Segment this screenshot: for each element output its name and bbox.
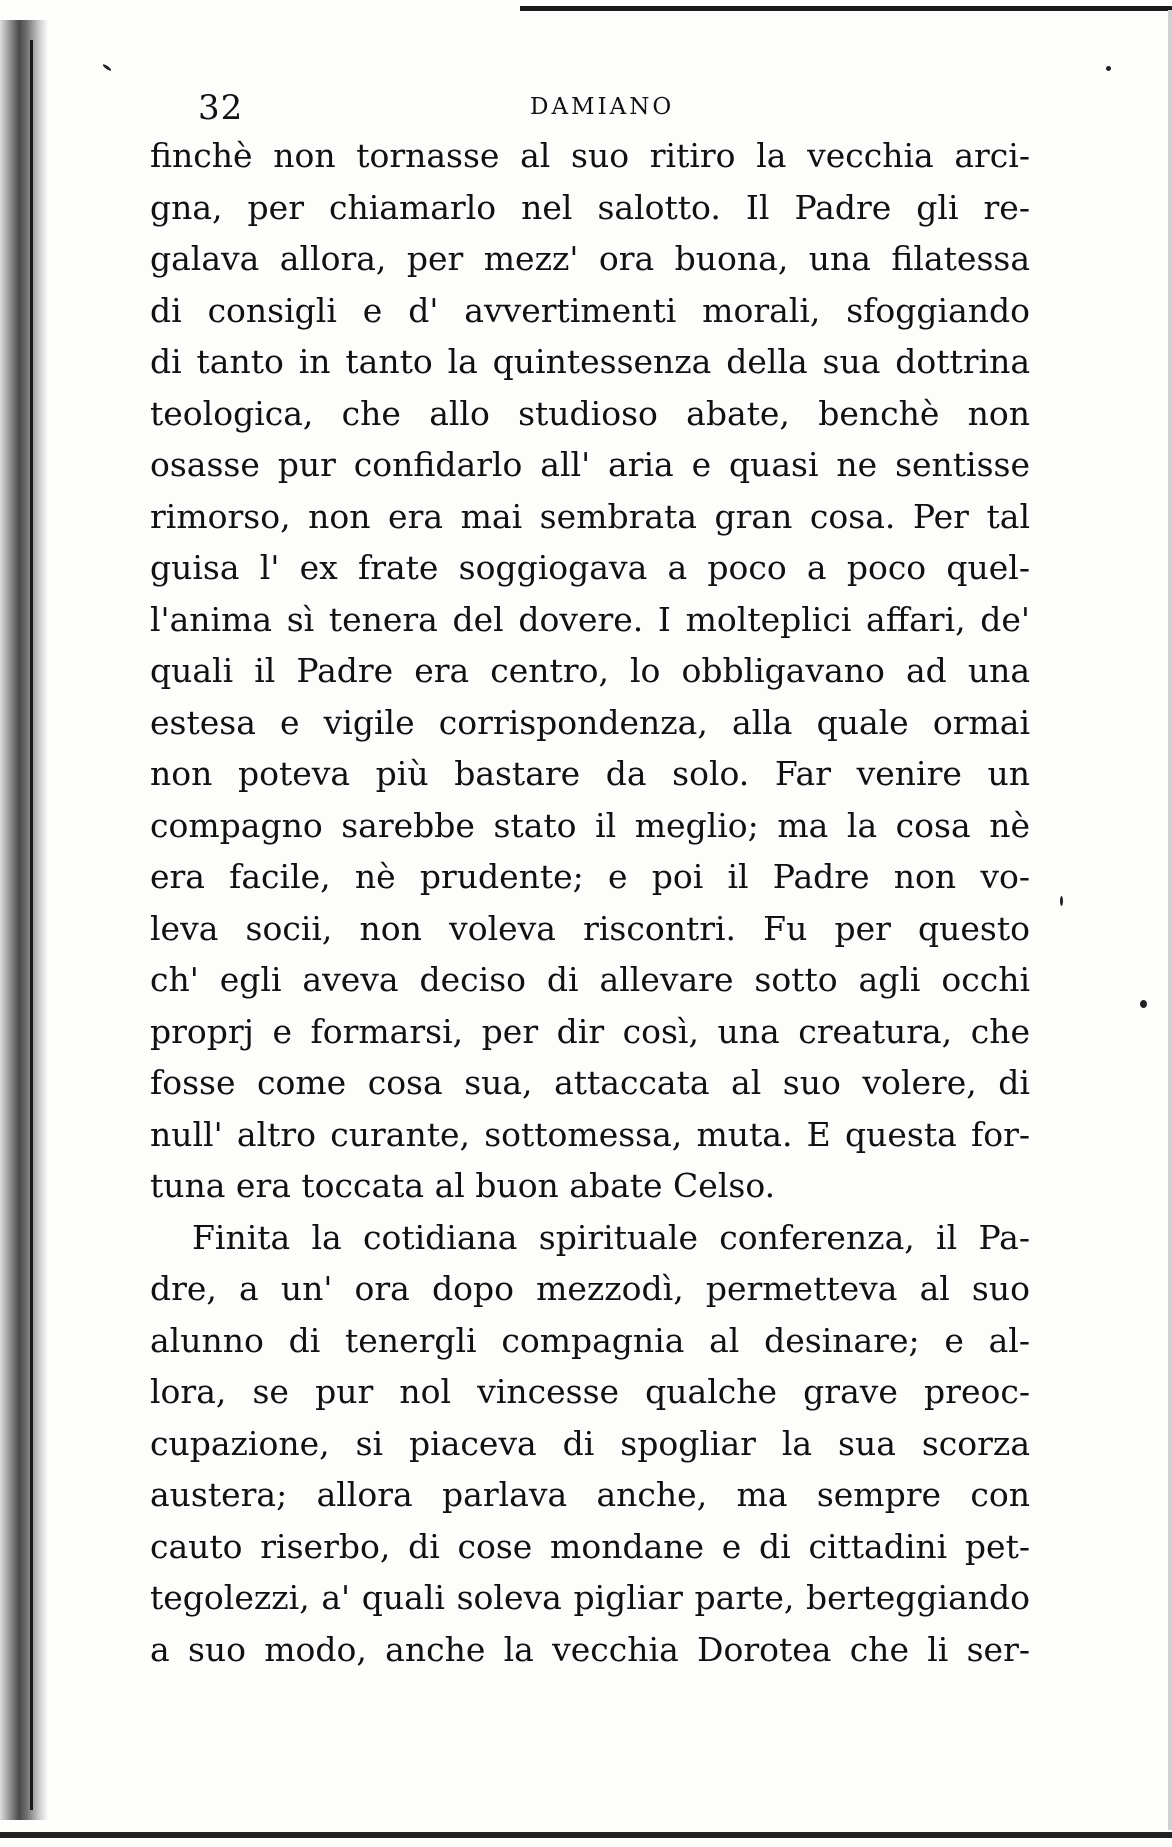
text-line: proprj e formarsi, per dir così, una creatura, che <box>150 1011 1030 1051</box>
bottom-page-edge <box>0 1832 1172 1838</box>
text-line: null' altro curante, sottomessa, muta. E questa for- <box>150 1114 1030 1154</box>
text-line: estesa e vigile corrispondenza, alla quale ormai <box>150 702 1030 742</box>
text-line: cupazione, si piaceva di spogliar la sua scorza <box>150 1423 1030 1463</box>
text-line: austera; allora parlava anche, ma sempre con <box>150 1475 1030 1514</box>
text-line: di tanto in tanto la quintessenza della sua dottrina <box>150 342 1030 381</box>
scan-speck <box>1140 1000 1147 1008</box>
text-line: gna, per chiamarlo nel salotto. Il Padre gli re- <box>150 187 1030 227</box>
right-page-edge <box>1168 10 1172 1830</box>
gutter-edge-line <box>30 40 33 1810</box>
text-line: finchè non tornasse al suo ritiro la vecchia arci- <box>150 136 1030 175</box>
running-head-title: DAMIANO <box>530 94 675 120</box>
body-text <box>150 130 1030 1675</box>
text-line: alunno di tenergli compagnia al desinare; e al- <box>150 1320 1030 1360</box>
text-line: tegolezzi, a' quali soleva pigliar parte, berteggiando <box>150 1578 1030 1617</box>
text-line: fosse come cosa sua, attaccata al suo volere, di <box>150 1063 1030 1102</box>
scan-speck <box>1060 896 1063 906</box>
top-page-edge <box>520 6 1172 11</box>
text-line: leva socii, non voleva riscontri. Fu per questo <box>150 908 1030 948</box>
paragraph-end-line: tuna era toccata al buon abate Celso. <box>150 1166 776 1205</box>
text-line: galava allora, per mezz' ora buona, una filatessa <box>150 239 1030 278</box>
text-line: rimorso, non era mai sembrata gran cosa. Per tal <box>150 496 1030 536</box>
text-line: osasse pur confidarlo all' aria e quasi ne sentisse <box>150 445 1030 484</box>
page-header <box>150 88 1030 128</box>
text-line: non poteva più bastare da solo. Far venire un <box>150 754 1030 793</box>
text-line: l'anima sì tenera del dovere. I molteplici affari, de' <box>150 599 1030 639</box>
text-line: quali il Padre era centro, lo obbligavano ad una <box>150 651 1030 690</box>
scan-speck <box>102 63 112 71</box>
text-line: ch' egli aveva deciso di allevare sotto agli occhi <box>150 960 1030 999</box>
text-line: teologica, che allo studioso abate, benchè non <box>150 393 1030 433</box>
text-line: cauto riserbo, di cose mondane e di cittadini pet- <box>150 1526 1030 1566</box>
text-line: era facile, nè prudente; e poi il Padre non vo- <box>150 857 1030 896</box>
text-line: dre, a un' ora dopo mezzodì, permetteva al suo <box>150 1269 1030 1308</box>
text-line: di consigli e d' avvertimenti morali, sfoggiando <box>150 290 1030 330</box>
paragraph-start-line: Finita la cotidiana spirituale conferenza, il Pa- <box>192 1217 1030 1257</box>
text-line: a suo modo, anche la vecchia Dorotea che li ser- <box>150 1629 1030 1669</box>
page-number: 32 <box>198 88 244 128</box>
book-gutter-shadow <box>0 20 48 1820</box>
text-line: compagno sarebbe stato il meglio; ma la cosa nè <box>150 805 1030 845</box>
text-line: lora, se pur nol vincesse qualche grave preoc- <box>150 1372 1030 1411</box>
scan-speck <box>1106 66 1111 71</box>
text-line: guisa l' ex frate soggiogava a poco a poco quel- <box>150 548 1030 587</box>
